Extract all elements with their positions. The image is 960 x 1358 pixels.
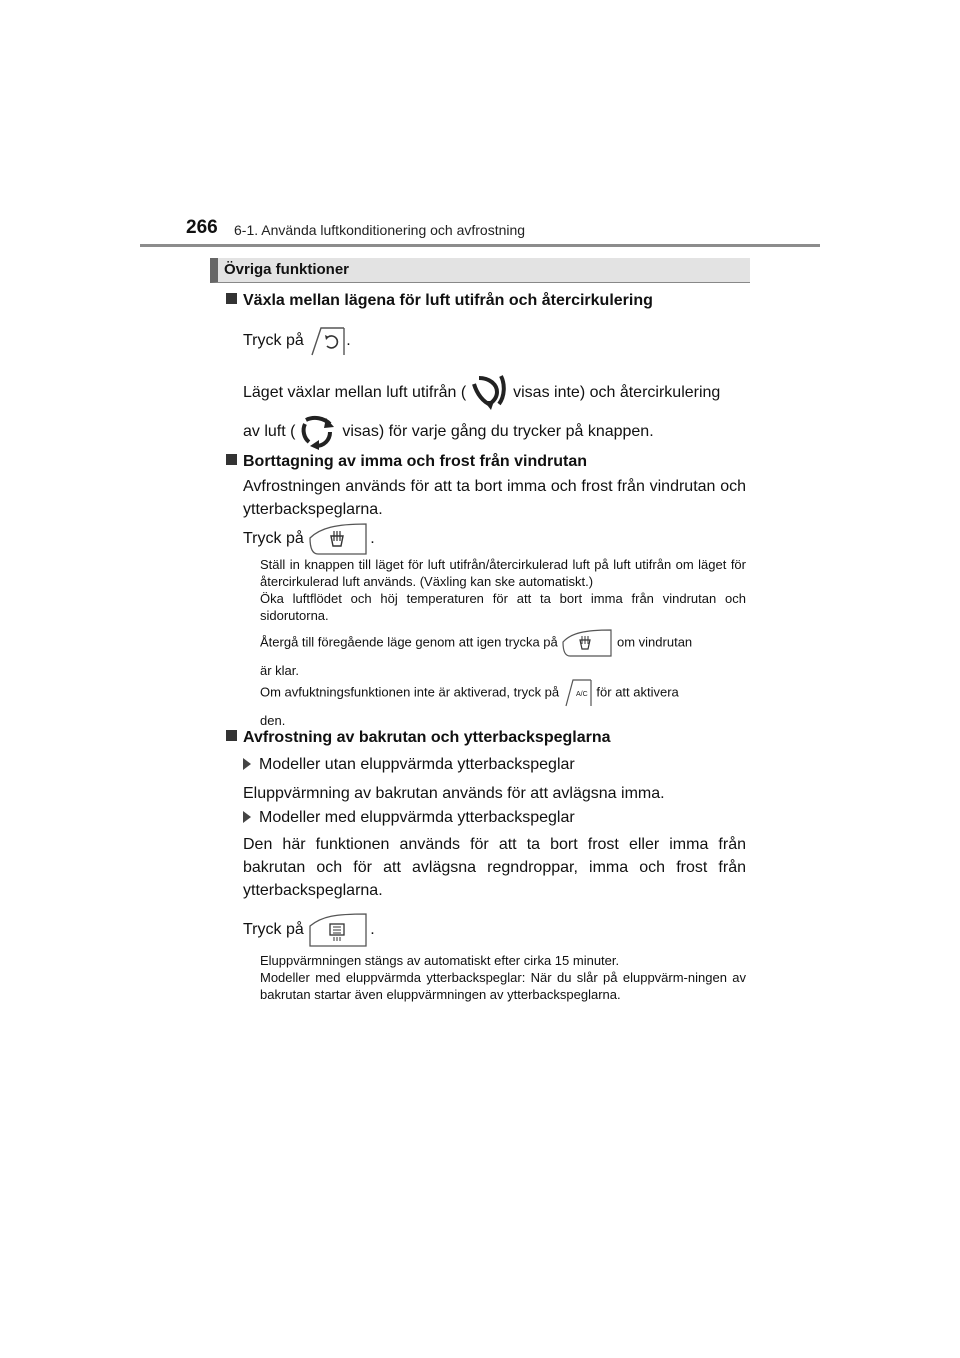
rear-defogger-button-icon [308, 912, 370, 948]
front-defroster-button-icon [561, 628, 613, 658]
defrost-note-4: Om avfuktningsfunktionen inte är aktiverad, tryck på A/C för att aktivera den. [260, 678, 746, 734]
rear-option-1: Modeller utan eluppvärmda ytterbackspeglar [243, 755, 746, 775]
defrost-note-3: Återgå till föregående läge genom att igen trycka på om vindrutan är klar. [260, 628, 746, 684]
page-number: 266 [186, 217, 218, 238]
recirculation-button-icon [308, 326, 346, 356]
recirc-press-line: Tryck på . [243, 326, 746, 356]
triangle-bullet-icon [243, 811, 251, 823]
front-defroster-button-icon [308, 522, 370, 556]
defrost-note-2: Öka luftflödet och höj temperaturen för att ta bort imma från vindrutan och sidorutorna. [260, 591, 746, 623]
rear-press-line: Tryck på . [243, 912, 746, 948]
triangle-bullet-icon [243, 758, 251, 770]
rear-heading: Avfrostning av bakrutan och ytterbackspeglarna [226, 728, 746, 748]
recirc-heading: Växla mellan lägena för luft utifrån och återcirkulering [226, 291, 746, 311]
square-bullet-icon [226, 454, 237, 465]
rear-option-1-body: Eluppvärmning av bakrutan används för att avlägsna imma. [243, 785, 665, 802]
section-header [210, 258, 750, 283]
svg-text:A/C: A/C [575, 691, 588, 698]
header-divider [140, 244, 820, 247]
rear-note-1: Eluppvärmningen stängs av automatiskt efter cirka 15 minuter. [260, 953, 620, 968]
square-bullet-icon [226, 730, 237, 741]
defrost-body: Avfrostningen används för att ta bort imma och frost från vindrutan och ytterbackspeglarna. [243, 478, 746, 518]
section-title: Övriga funktioner [224, 261, 350, 278]
rear-option-2-body: Den här funktionen används för att ta bort frost eller imma från bakrutan och för att avlägsna regndroppar, imma och frost från ytterbackspeglarna. [243, 836, 746, 899]
recirc-line1: Läget växlar mellan luft utifrån ( visas inte) och återcirkulering [243, 374, 746, 412]
defrost-note-1: Ställ in knappen till läget för luft utifrån/återcirkulerad luft på luft utifrån om läget för återcirkulerad luft används. (Växling kan ske automatiskt.) [260, 557, 746, 589]
outside-air-icon [471, 374, 509, 412]
square-bullet-icon [226, 293, 237, 304]
rear-note-2: Modeller med eluppvärmda ytterbackspeglar: När du slår på eluppvärm-ningen av bakrutan startar även eluppvärmningen av ytterbackspeglarna. [260, 970, 746, 1002]
chapter-title: 6-1. Använda luftkonditionering och avfrostning [234, 222, 526, 238]
defrost-heading: Borttagning av imma och frost från vindrutan [226, 452, 746, 472]
defrost-press-line: Tryck på . [243, 522, 746, 556]
recirc-line2: av luft ( visas) för varje gång du trycker på knappen. [243, 414, 746, 450]
ac-button-icon [563, 678, 593, 708]
rear-option-2: Modeller med eluppvärmda ytterbackspeglar [243, 808, 746, 828]
recirculation-air-icon [300, 414, 338, 450]
